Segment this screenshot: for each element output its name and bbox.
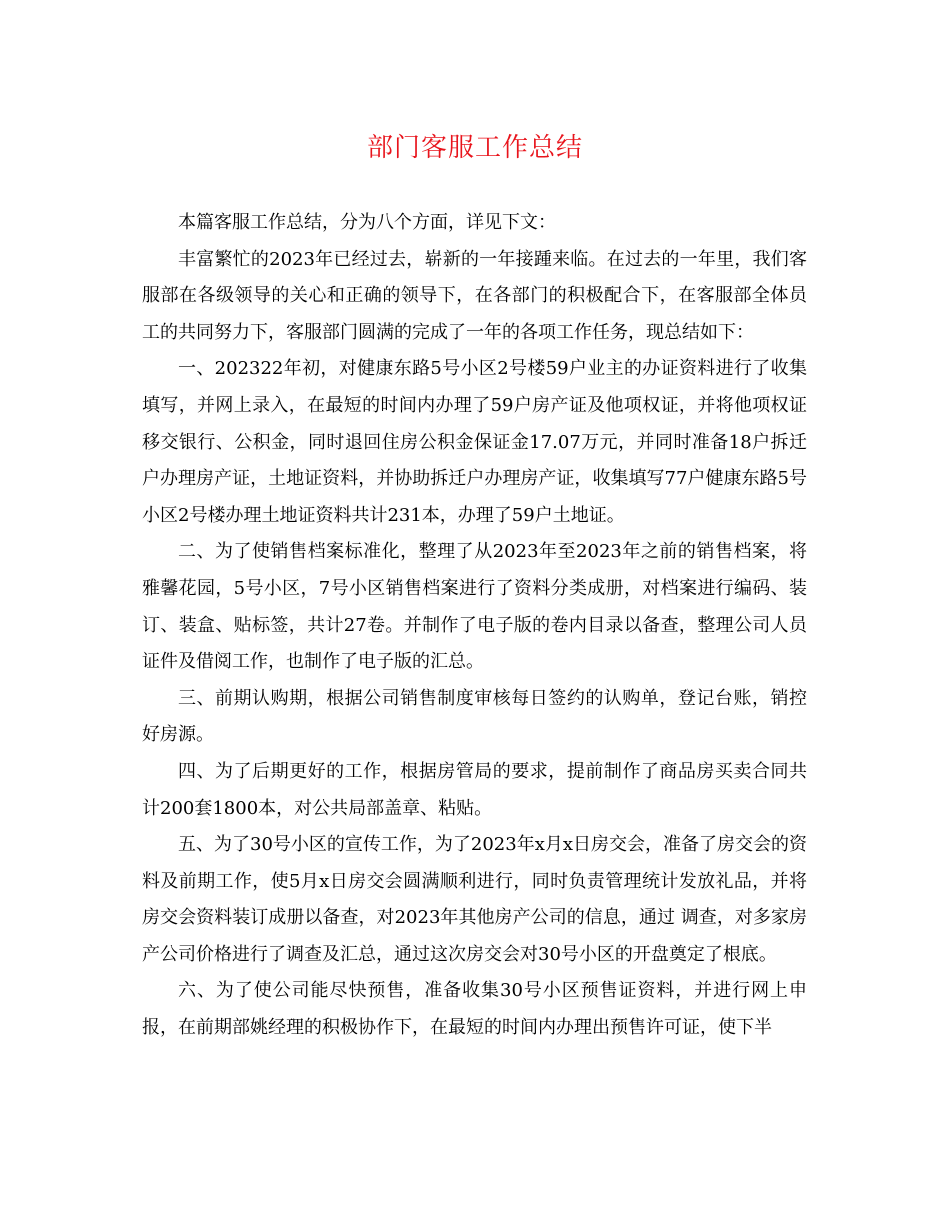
section-5-paragraph: 五、为了30号小区的宣传工作，为了2023年x月x日房交会，准备了房交会的资料及前期工作，使5月x日房交会圆满顺利进行，同时负责管理统计发放礼品，并将房交会资料装订成册以备查，对2023年其他房产公司的信息，通过 调查，对多家房产公司价格进行了调查及汇总，通过这次房交会对30号小区的开盘奠定了根底。 <box>142 834 808 965</box>
section-3-paragraph: 三、前期认购期，根据公司销售制度审核每日签约的认购单，登记台账，销控好房源。 <box>142 687 807 746</box>
intro-paragraph: 本篇客服工作总结，分为八个方面，详见下文： <box>178 212 556 233</box>
document-title: 部门客服工作总结 <box>366 133 583 163</box>
section-2-paragraph: 二、为了使销售档案标准化，整理了从2023年至2023年之前的销售档案，将雅馨花园，5号小区，7号小区销售档案进行了资料分类成册，对档案进行编码、装订、装盒、贴标签，共计27卷。并制作了电子版的卷内目录以备查，整理公司人员证件及借阅工作，也制作了电子版的汇总。 <box>142 541 807 673</box>
section-1-paragraph: 一、202322年初，对健康东路5号小区2号楼59户业主的办证资料进行了收集填写，并网上录入，在最短的时间内办理了59户房产证及他项权证，并将他项权证移交银行、公积金，同时退回住房公积金保证金17.07万元，并同时准备18户拆迁户办理房产证，土地证资料，并协助拆迁户办理房产证，收集填写77户健康东路5号小区2号楼办理土地证资料共计231本，办理了59户土地证。 <box>142 358 807 526</box>
section-4-paragraph: 四、为了后期更好的工作，根据房管局的要求，提前制作了商品房买卖合同共计200套1800本，对公共局部盖章、粘贴。 <box>142 760 807 819</box>
section-6-paragraph: 六、为了使公司能尽快预售，准备收集30号小区预售证资料，并进行网上申报，在前期部姚经理的积极协作下，在最短的时间内办理出预售许可证，使下半 <box>142 980 807 1039</box>
overview-paragraph: 丰富繁忙的2023年已经过去，崭新的一年接踵来临。在过去的一年里，我们客服部在各级领导的关心和正确的领导下，在各部门的积极配合下，在客服部全体员工的共同努力下，客服部门圆满的完成了一年的各项工作任务，现总结如下： <box>142 248 807 343</box>
document-body <box>142 205 807 1047</box>
